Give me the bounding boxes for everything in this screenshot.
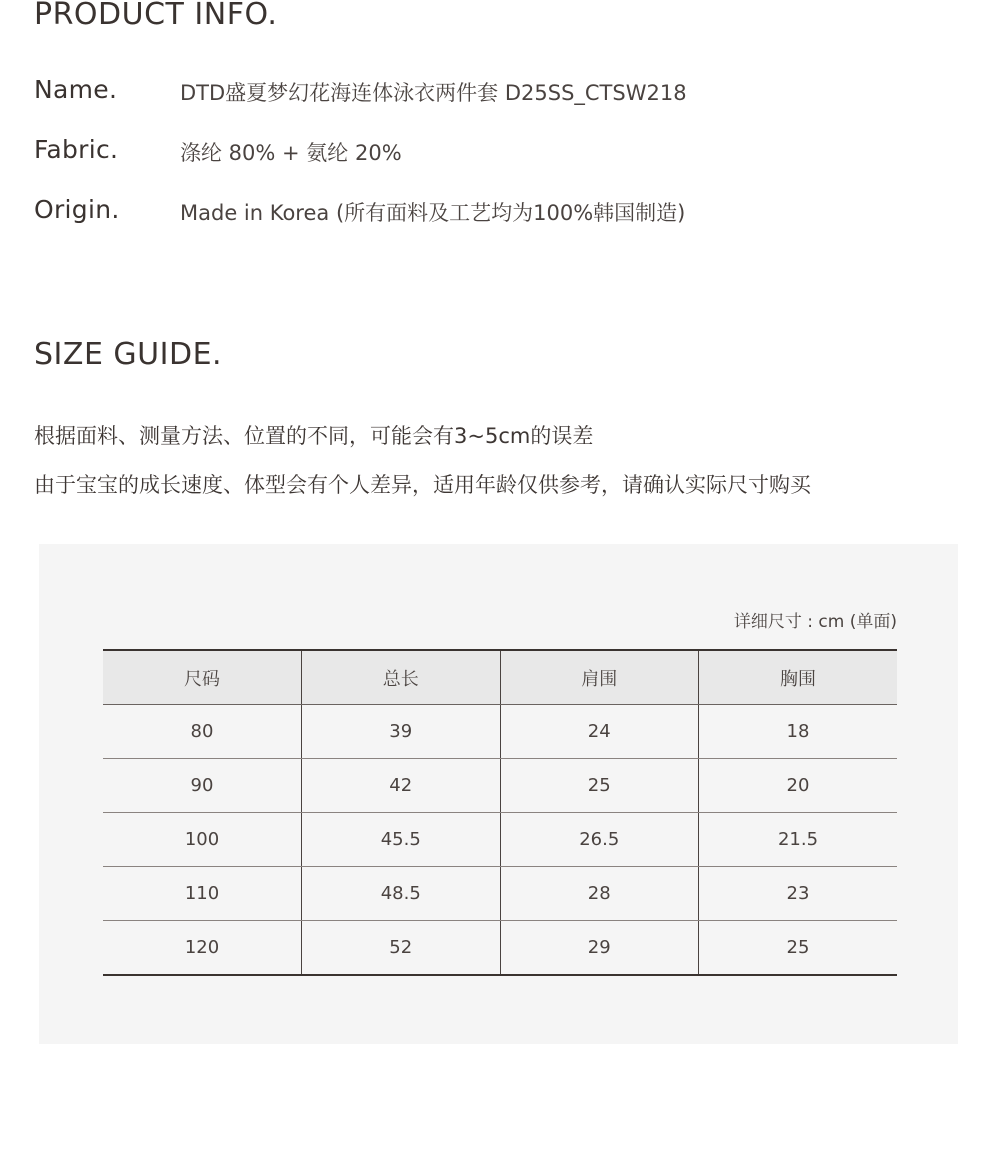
- table-row: [103, 705, 897, 759]
- header-chest: 胸围: [699, 650, 898, 705]
- name-label: Name.: [34, 75, 118, 104]
- cell-chest: 18: [699, 705, 898, 759]
- cell-chest: 23: [699, 867, 898, 921]
- info-row-name: [34, 71, 974, 111]
- cell-total-length: 42: [302, 759, 501, 813]
- info-row-fabric: [34, 131, 974, 171]
- origin-label: Origin.: [34, 195, 120, 224]
- header-size: 尺码: [103, 650, 302, 705]
- cell-size: 90: [103, 759, 302, 813]
- table-row: [103, 867, 897, 921]
- product-info-title: PRODUCT INFO.: [34, 0, 278, 32]
- cell-shoulder: 24: [500, 705, 699, 759]
- size-chart-panel: [39, 544, 958, 1044]
- unit-note: 详细尺寸 : cm (单面): [733, 612, 897, 632]
- info-row-origin: [34, 191, 974, 231]
- size-guide-title: SIZE GUIDE.: [34, 337, 223, 372]
- cell-size: 110: [103, 867, 302, 921]
- size-note-age-reference: 由于宝宝的成长速度、体型会有个人差异，适用年龄仅供参考，请确认实际尺寸购买: [34, 473, 811, 497]
- table-row: [103, 813, 897, 867]
- cell-total-length: 52: [302, 921, 501, 976]
- cell-size: 120: [103, 921, 302, 976]
- name-value: DTD盛夏梦幻花海连体泳衣两件套 D25SS_CTSW218: [180, 81, 687, 105]
- table-row: [103, 921, 897, 976]
- cell-size: 100: [103, 813, 302, 867]
- size-table: [103, 649, 897, 976]
- table-row: [103, 759, 897, 813]
- cell-chest: 25: [699, 921, 898, 976]
- origin-value: Made in Korea (所有面料及工艺均为100%韩国制造): [180, 201, 686, 225]
- cell-shoulder: 25: [500, 759, 699, 813]
- cell-chest: 21.5: [699, 813, 898, 867]
- cell-shoulder: 28: [500, 867, 699, 921]
- fabric-label: Fabric.: [34, 135, 119, 164]
- size-note-error-margin: 根据面料、测量方法、位置的不同，可能会有3~5cm的误差: [34, 424, 594, 448]
- header-shoulder: 肩围: [500, 650, 699, 705]
- cell-total-length: 39: [302, 705, 501, 759]
- table-header-row: [103, 650, 897, 705]
- cell-shoulder: 29: [500, 921, 699, 976]
- cell-chest: 20: [699, 759, 898, 813]
- cell-total-length: 45.5: [302, 813, 501, 867]
- cell-total-length: 48.5: [302, 867, 501, 921]
- fabric-value: 涤纶 80% + 氨纶 20%: [180, 141, 402, 165]
- cell-shoulder: 26.5: [500, 813, 699, 867]
- header-total-length: 总长: [302, 650, 501, 705]
- cell-size: 80: [103, 705, 302, 759]
